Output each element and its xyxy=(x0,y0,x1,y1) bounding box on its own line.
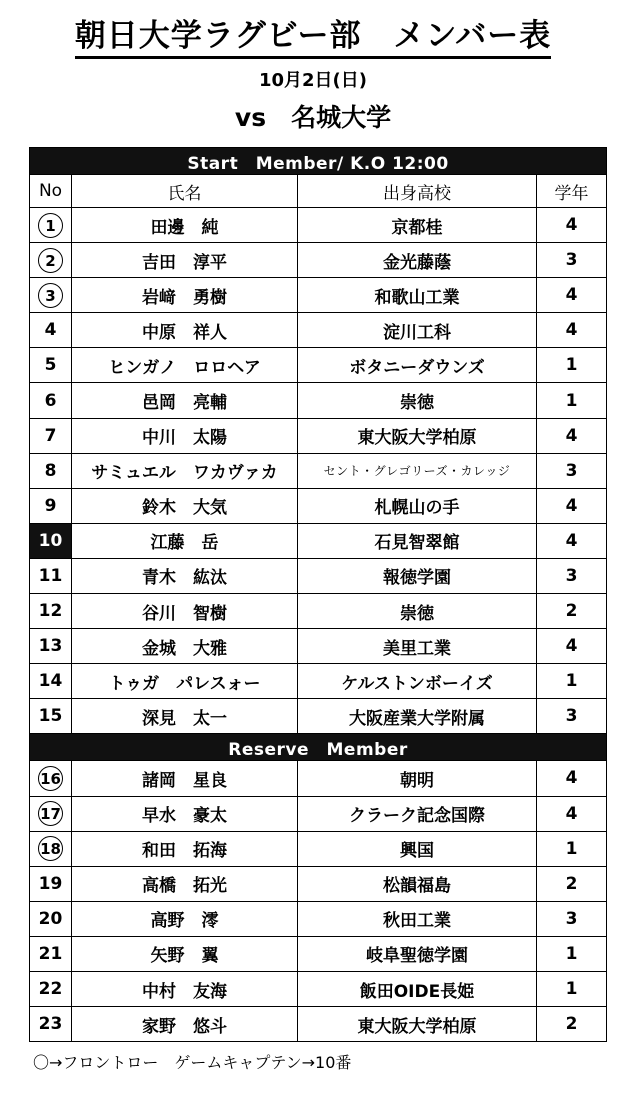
player-grade: 4 xyxy=(537,278,607,313)
player-school: 東大阪大学柏原 xyxy=(298,418,537,453)
player-name: 矢野 翼 xyxy=(72,936,298,971)
front-row-number: 16 xyxy=(38,766,63,791)
table-row xyxy=(30,418,607,453)
player-school: 興国 xyxy=(298,831,537,866)
player-number: 20 xyxy=(30,901,72,936)
player-school: 報徳学園 xyxy=(298,558,537,593)
player-name: 谷川 智樹 xyxy=(72,594,298,629)
captain-number: 10 xyxy=(30,523,72,558)
player-name: 中原 祥人 xyxy=(72,313,298,348)
player-grade: 2 xyxy=(537,1007,607,1042)
column-grade: 学年 xyxy=(537,175,607,208)
column-name: 氏名 xyxy=(72,175,298,208)
player-name: 諸岡 星良 xyxy=(72,761,298,796)
player-school: 朝明 xyxy=(298,761,537,796)
player-grade: 4 xyxy=(537,761,607,796)
player-grade: 1 xyxy=(537,936,607,971)
player-grade: 2 xyxy=(537,594,607,629)
player-name: トゥガ パレスォー xyxy=(72,664,298,699)
player-school: 飯田OIDE長姫 xyxy=(298,971,537,1006)
player-grade: 1 xyxy=(537,664,607,699)
player-name: 早水 豪太 xyxy=(72,796,298,831)
player-name: 中川 太陽 xyxy=(72,418,298,453)
player-grade: 4 xyxy=(537,629,607,664)
player-name: ヒンガノ ロロヘア xyxy=(72,348,298,383)
player-school: 淀川工科 xyxy=(298,313,537,348)
table-row xyxy=(30,629,607,664)
opponent-label: vs 名城大学 xyxy=(234,103,392,132)
player-grade: 4 xyxy=(537,313,607,348)
player-school: 美里工業 xyxy=(298,629,537,664)
player-school: 松韻福島 xyxy=(298,866,537,901)
starters-header: Start Member/ K.O 12:00 xyxy=(30,148,607,175)
table-row xyxy=(30,523,607,558)
reserves-header: Reserve Member xyxy=(30,734,607,761)
player-grade: 3 xyxy=(537,901,607,936)
legend-note: 〇→フロントロー ゲームキャプテン→10番 xyxy=(33,1053,352,1072)
table-row xyxy=(30,558,607,593)
player-school: ケルストンボーイズ xyxy=(298,664,537,699)
table-row xyxy=(30,208,607,243)
player-grade: 3 xyxy=(537,243,607,278)
table-row xyxy=(30,936,607,971)
table-row xyxy=(30,901,607,936)
player-name: 吉田 淳平 xyxy=(72,243,298,278)
table-row xyxy=(30,488,607,523)
player-name: 高橋 拓光 xyxy=(72,866,298,901)
table-row xyxy=(30,313,607,348)
column-school: 出身高校 xyxy=(298,175,537,208)
player-name: 中村 友海 xyxy=(72,971,298,1006)
player-school: 崇徳 xyxy=(298,594,537,629)
player-number: 5 xyxy=(30,348,72,383)
player-name: 邑岡 亮輔 xyxy=(72,383,298,418)
player-school: 大阪産業大学附属 xyxy=(298,699,537,734)
player-grade: 2 xyxy=(537,866,607,901)
player-school: 崇徳 xyxy=(298,383,537,418)
player-name: 高野 澪 xyxy=(72,901,298,936)
player-name: 家野 悠斗 xyxy=(72,1007,298,1042)
player-number: 14 xyxy=(30,664,72,699)
roster-table xyxy=(29,147,607,1042)
player-school: ボタニーダウンズ xyxy=(298,348,537,383)
table-row xyxy=(30,1007,607,1042)
player-school: 石見智翠館 xyxy=(298,523,537,558)
player-grade: 3 xyxy=(537,453,607,488)
player-grade: 3 xyxy=(537,558,607,593)
reserves-header-row xyxy=(30,734,607,761)
player-grade: 4 xyxy=(537,208,607,243)
player-name: 青木 紘汰 xyxy=(72,558,298,593)
player-name: サミュエル ワカヴァカ xyxy=(72,453,298,488)
page-title: 朝日大学ラグビー部 メンバー表 xyxy=(0,10,626,55)
player-number: 23 xyxy=(30,1007,72,1042)
front-row-number: 3 xyxy=(38,283,63,308)
player-number: 12 xyxy=(30,594,72,629)
table-row xyxy=(30,383,607,418)
player-grade: 4 xyxy=(537,418,607,453)
player-number: 13 xyxy=(30,629,72,664)
player-name: 深見 太一 xyxy=(72,699,298,734)
front-row-number: 17 xyxy=(38,801,63,826)
player-name: 田邊 純 xyxy=(72,208,298,243)
column-header-row xyxy=(30,175,607,208)
match-date: 10月2日(日) xyxy=(258,70,368,91)
table-row xyxy=(30,278,607,313)
table-row xyxy=(30,796,607,831)
front-row-number: 1 xyxy=(38,213,63,238)
front-row-number: 2 xyxy=(38,248,63,273)
player-school: クラーク記念国際 xyxy=(298,796,537,831)
player-number: 22 xyxy=(30,971,72,1006)
player-name: 金城 大雅 xyxy=(72,629,298,664)
player-number: 19 xyxy=(30,866,72,901)
player-school: 金光藤蔭 xyxy=(298,243,537,278)
front-row-number: 18 xyxy=(38,836,63,861)
table-row xyxy=(30,971,607,1006)
player-grade: 1 xyxy=(537,971,607,1006)
table-row xyxy=(30,761,607,796)
player-grade: 1 xyxy=(537,348,607,383)
player-school: 秋田工業 xyxy=(298,901,537,936)
table-row xyxy=(30,348,607,383)
starters-header-row xyxy=(30,148,607,175)
player-number: 7 xyxy=(30,418,72,453)
column-no: No xyxy=(30,175,72,208)
player-name: 鈴木 大気 xyxy=(72,488,298,523)
player-school: 東大阪大学柏原 xyxy=(298,1007,537,1042)
player-number: 6 xyxy=(30,383,72,418)
player-school: 札幌山の手 xyxy=(298,488,537,523)
player-school: セント・グレゴリーズ・カレッジ xyxy=(298,453,537,488)
player-grade: 1 xyxy=(537,383,607,418)
player-grade: 4 xyxy=(537,488,607,523)
player-school: 和歌山工業 xyxy=(298,278,537,313)
player-grade: 4 xyxy=(537,796,607,831)
player-school: 岐阜聖徳学園 xyxy=(298,936,537,971)
table-row xyxy=(30,699,607,734)
player-number: 15 xyxy=(30,699,72,734)
table-row xyxy=(30,453,607,488)
player-grade: 3 xyxy=(537,699,607,734)
player-grade: 1 xyxy=(537,831,607,866)
player-name: 江藤 岳 xyxy=(72,523,298,558)
player-name: 和田 拓海 xyxy=(72,831,298,866)
table-row xyxy=(30,594,607,629)
table-row xyxy=(30,243,607,278)
table-row xyxy=(30,831,607,866)
player-number: 8 xyxy=(30,453,72,488)
player-grade: 4 xyxy=(537,523,607,558)
table-row xyxy=(30,866,607,901)
player-name: 岩﨑 勇樹 xyxy=(72,278,298,313)
player-number: 4 xyxy=(30,313,72,348)
player-number: 11 xyxy=(30,558,72,593)
player-number: 9 xyxy=(30,488,72,523)
table-row xyxy=(30,664,607,699)
player-school: 京都桂 xyxy=(298,208,537,243)
player-number: 21 xyxy=(30,936,72,971)
